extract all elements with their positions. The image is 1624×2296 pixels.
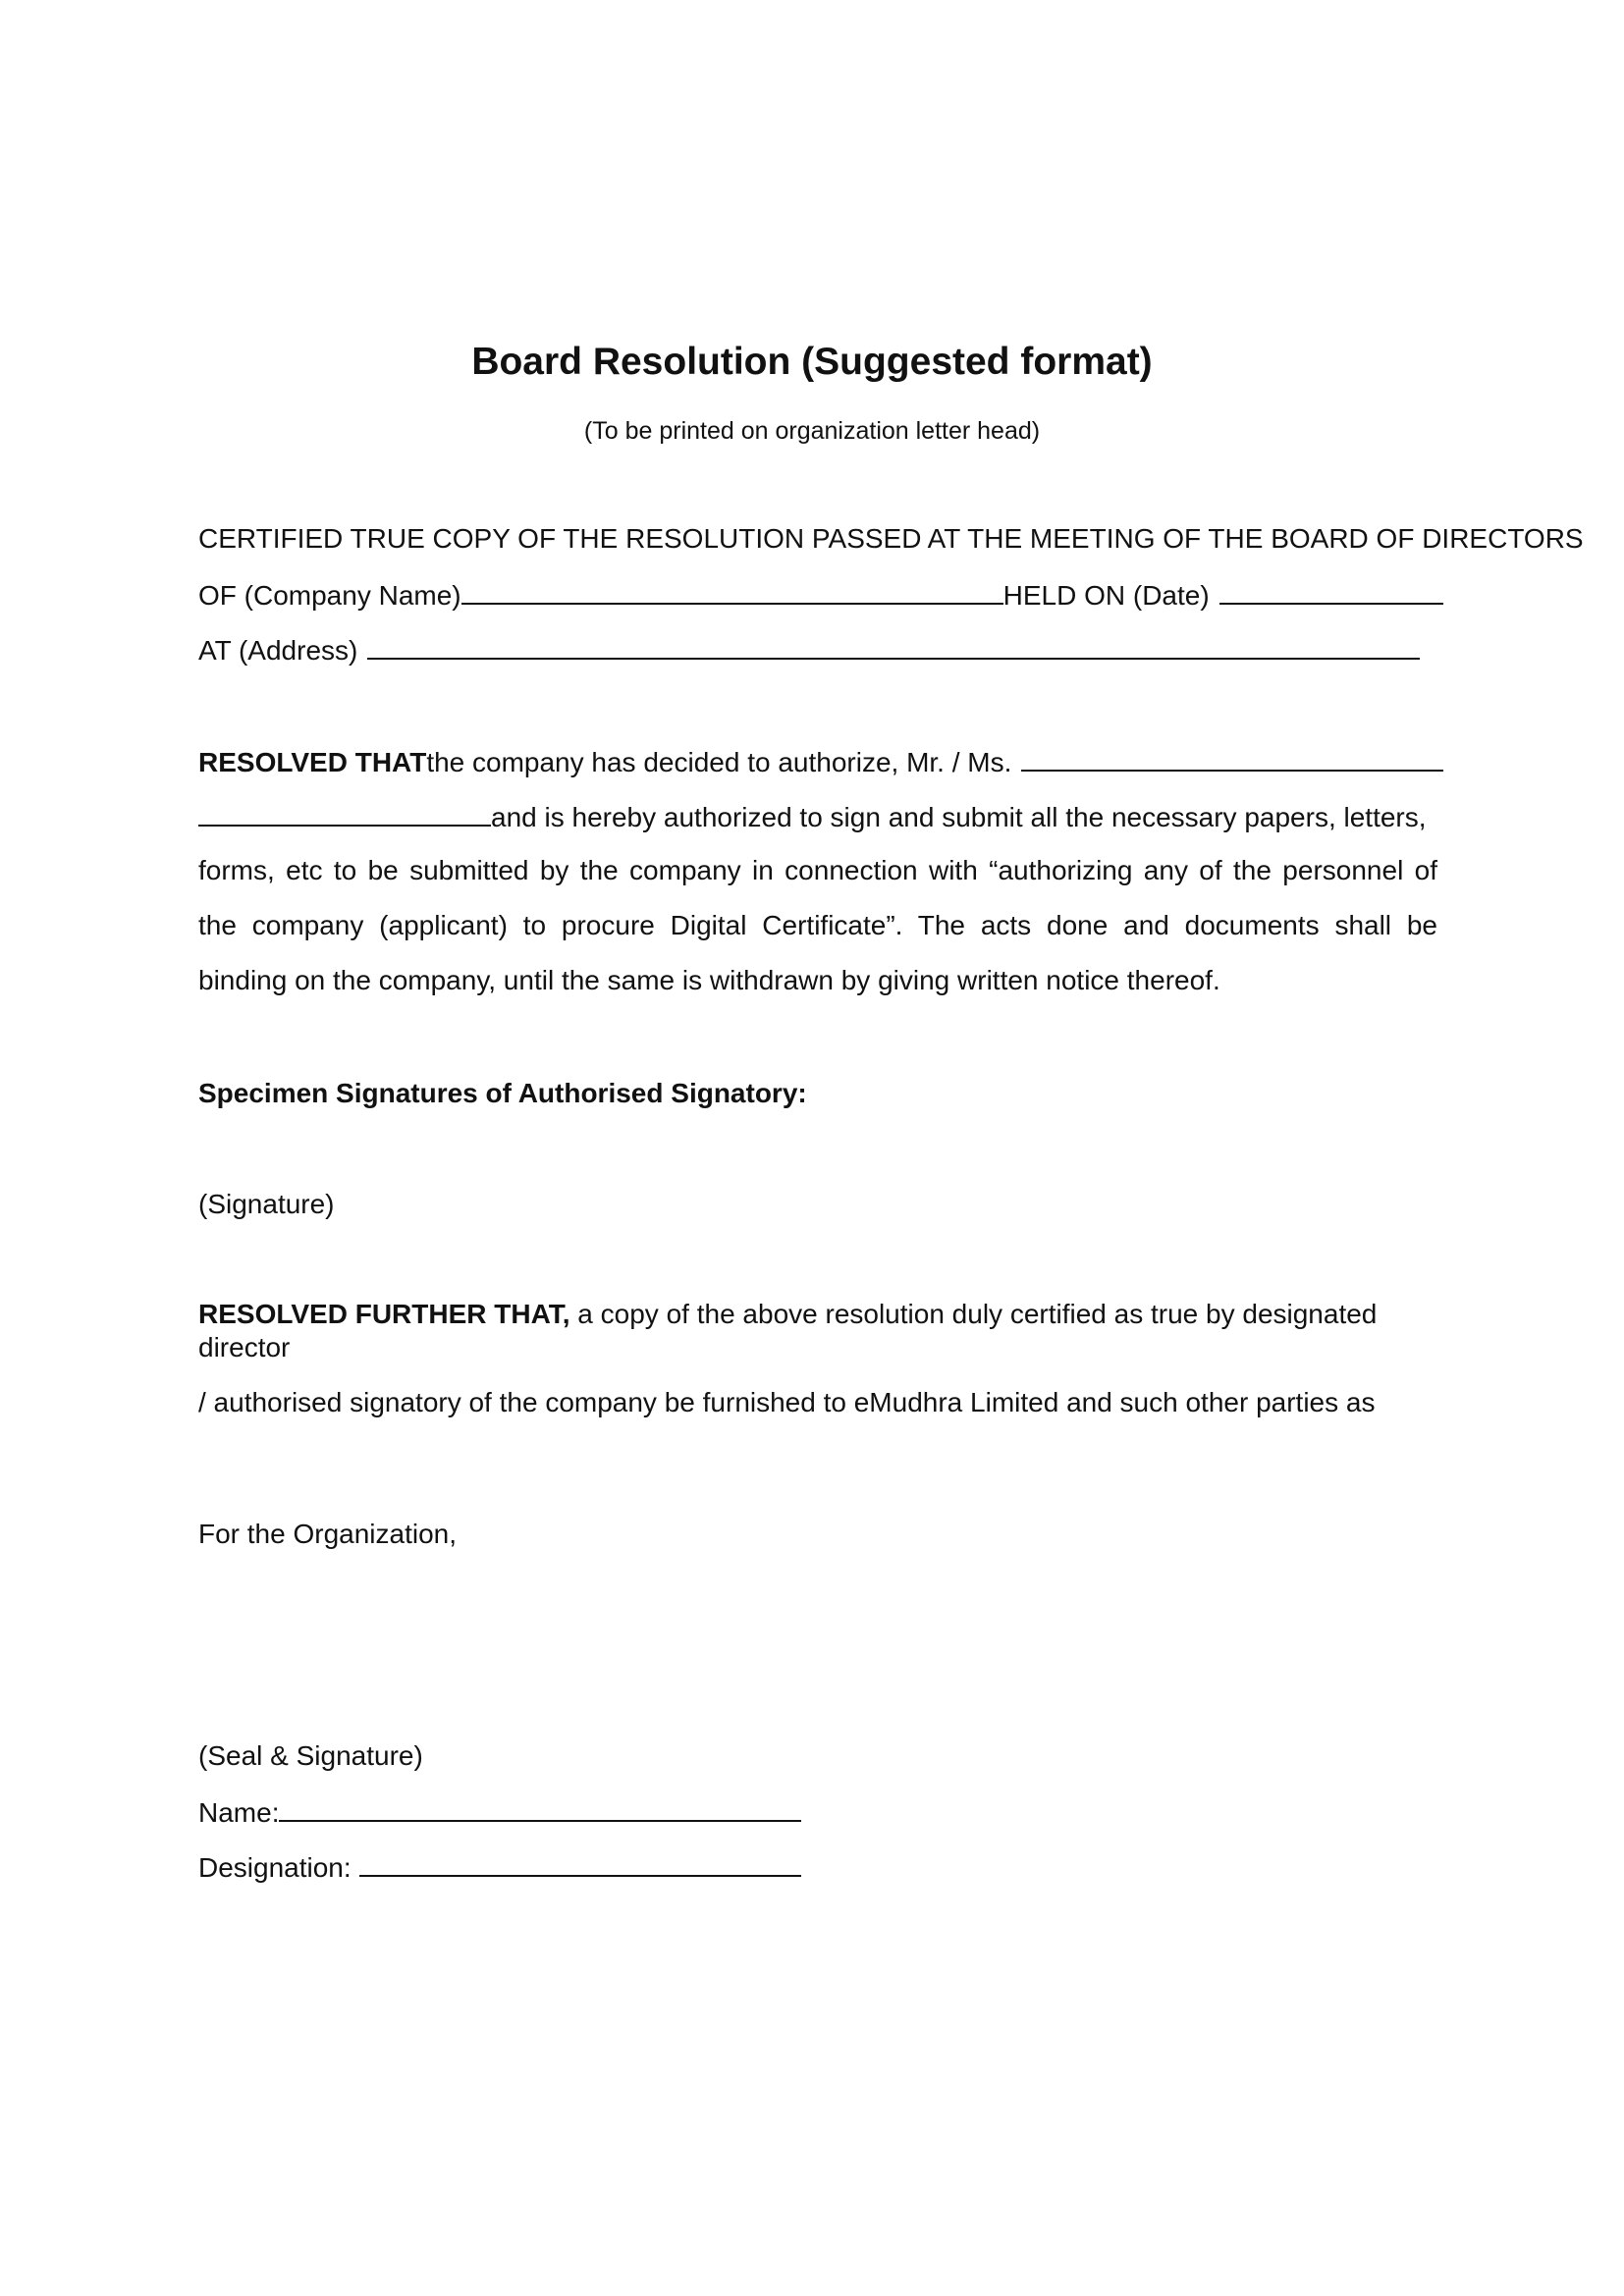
authorized-person-blank [1021,744,1443,772]
seal-signature-label: (Seal & Signature) [198,1740,423,1771]
address-label: AT (Address) [198,635,358,666]
designation-blank [359,1849,801,1877]
resolved-further-row-1 [198,1298,1377,1331]
name-label: Name: [198,1797,280,1828]
resolved-line1-text: the company has decided to authorize, Mr. / Ms. [426,747,1012,777]
date-blank [1219,577,1443,605]
address-blank [367,632,1420,660]
resolved-line2-text: and is hereby authorized to sign and submit all the necessary papers, letters, [491,802,1427,832]
resolved-further-row-2: director [198,1332,291,1362]
designation-label: Designation: [198,1852,352,1883]
resolved-further-lead: RESOLVED FURTHER THAT, [198,1299,570,1329]
name-row [198,1794,801,1830]
address-row [198,632,1420,667]
company-name-blank [461,577,1003,605]
resolved-row-5: binding on the company, until the same is withdrawn by giving written notice thereof. [198,965,1220,995]
page-title: Board Resolution (Suggested format) [471,341,1153,383]
resolved-lead: RESOLVED THAT [198,747,427,777]
resolved-further-row-3: / authorised signatory of the company be furnished to eMudhra Limited and such other parties as [198,1387,1376,1417]
certified-line: CERTIFIED TRUE COPY OF THE RESOLUTION PASSED AT THE MEETING OF THE BOARD OF DIRECTORS [198,523,1584,554]
company-held-row [198,577,1443,613]
signature-label: (Signature) [198,1189,335,1219]
designation-row [198,1849,801,1885]
held-on-label: HELD ON (Date) [1002,580,1210,611]
name-blank [279,1794,801,1822]
resolved-row-2 [198,799,1427,834]
resolved-row-3: forms, etc to be submitted by the company in connection with “authorizing any of the personnel of [198,855,1437,885]
company-name-label: OF (Company Name) [198,580,461,611]
authorized-person-blank-cont [198,799,491,827]
specimen-heading: Specimen Signatures of Authorised Signatory: [198,1078,807,1108]
resolved-further-line1-text: a copy of the above resolution duly certified as true by designated [569,1299,1378,1329]
page-subtitle: (To be printed on organization letter head) [583,417,1041,445]
for-organization: For the Organization, [198,1519,458,1549]
resolved-row-1 [198,744,1443,779]
resolved-row-4: the company (applicant) to procure Digital Certificate”. The acts done and documents shall be [198,910,1437,940]
